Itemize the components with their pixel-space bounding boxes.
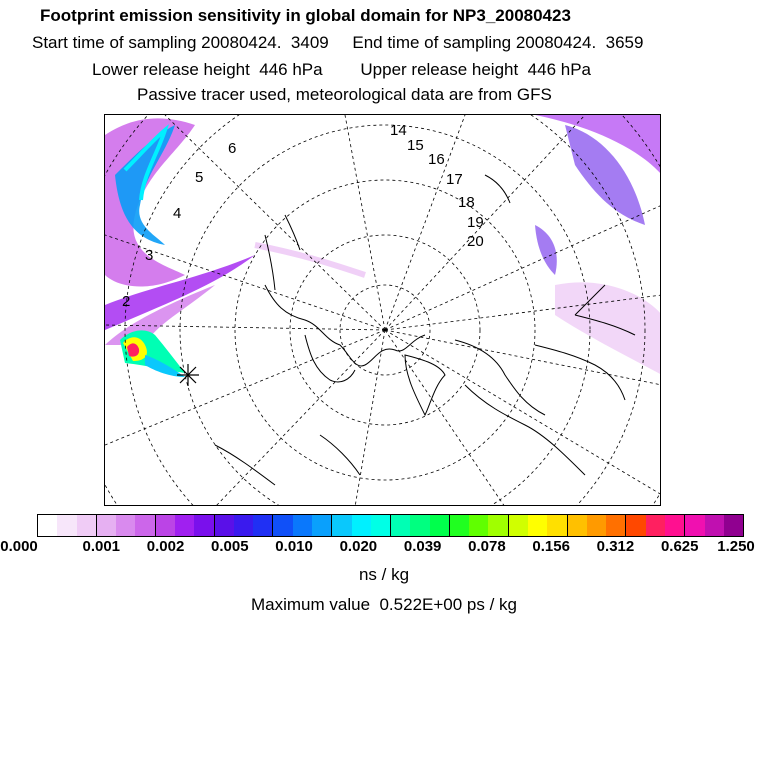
- colorbar-segment: [57, 515, 76, 536]
- day-label: 3: [145, 247, 154, 264]
- colorbar-segment: [253, 515, 273, 536]
- day-label: 16: [428, 151, 445, 168]
- unit-label: ns / kg: [358, 565, 410, 584]
- colorbar-segment: [724, 515, 743, 536]
- colorbar-segment: [509, 515, 528, 536]
- colorbar-segment: [312, 515, 332, 536]
- page-title: Footprint emission sensitivity in global domain for NP3_20080423: [40, 6, 571, 25]
- day-label: 19: [467, 214, 484, 231]
- colorbar-segment: [135, 515, 155, 536]
- asterisk-icon: [177, 364, 199, 386]
- release-height-line: Lower release height 446 hPa Upper release height 446 hPa: [92, 60, 591, 79]
- map-canvas: [105, 115, 661, 506]
- colorbar: [37, 514, 744, 537]
- day-label: 18: [458, 194, 475, 211]
- colorbar-segment: [547, 515, 567, 536]
- colorbar-segment: [156, 515, 175, 536]
- colorbar-tick-label: 0.002: [146, 538, 185, 555]
- colorbar-tick-label: 0.010: [275, 538, 313, 555]
- colorbar-segment: [568, 515, 587, 536]
- colorbar-segment: [293, 515, 312, 536]
- sampling-time-line: Start time of sampling 20080424. 3409 End time of sampling 20080424. 3659: [32, 33, 644, 52]
- colorbar-segment: [391, 515, 410, 536]
- colorbar-segment: [273, 515, 292, 536]
- day-label: 2: [122, 293, 131, 310]
- max-value-label: Maximum value 0.522E+00 ps / kg: [251, 595, 517, 614]
- day-label: 17: [446, 171, 463, 188]
- colorbar-segment: [194, 515, 214, 536]
- colorbar-segment: [469, 515, 488, 536]
- colorbar-segment: [371, 515, 391, 536]
- colorbar-tick-label: 1.250: [717, 538, 755, 555]
- day-label: 6: [228, 140, 237, 157]
- colorbar-segment: [234, 515, 253, 536]
- colorbar-segment: [606, 515, 626, 536]
- polar-map[interactable]: [104, 114, 661, 506]
- colorbar-segment: [352, 515, 371, 536]
- colorbar-segment: [450, 515, 469, 536]
- day-label: 14: [390, 122, 407, 139]
- sensitivity-field: [105, 115, 661, 377]
- colorbar-segment: [528, 515, 547, 536]
- colorbar-tick-label: 0.000: [0, 538, 38, 555]
- day-label: 4: [173, 205, 182, 222]
- colorbar-segment: [38, 515, 57, 536]
- colorbar-segment: [430, 515, 450, 536]
- colorbar-segment: [215, 515, 234, 536]
- colorbar-segment: [116, 515, 135, 536]
- colorbar-tick-label: 0.312: [596, 538, 635, 555]
- colorbar-tick-label: 0.156: [532, 538, 570, 555]
- colorbar-tick-label: 0.078: [468, 538, 506, 555]
- colorbar-segment: [332, 515, 351, 536]
- colorbar-tick-label: 0.020: [339, 538, 378, 555]
- colorbar-segment: [665, 515, 685, 536]
- colorbar-tick-label: 0.625: [660, 538, 699, 555]
- colorbar-tick-label: 0.039: [403, 538, 442, 555]
- colorbar-segment: [626, 515, 645, 536]
- tracer-info-line: Passive tracer used, meteorological data are from GFS: [137, 85, 552, 104]
- day-label: 5: [195, 169, 204, 186]
- colorbar-segment: [488, 515, 508, 536]
- colorbar-segment: [175, 515, 194, 536]
- day-label: 20: [467, 233, 484, 250]
- colorbar-segment: [705, 515, 724, 536]
- colorbar-segment: [97, 515, 116, 536]
- colorbar-tick-label: 0.005: [211, 538, 249, 555]
- colorbar-segment: [587, 515, 606, 536]
- day-label: 15: [407, 137, 424, 154]
- colorbar-segment: [77, 515, 97, 536]
- colorbar-segment: [646, 515, 665, 536]
- colorbar-segment: [685, 515, 704, 536]
- colorbar-segment: [410, 515, 429, 536]
- colorbar-tick-label: 0.001: [82, 538, 121, 555]
